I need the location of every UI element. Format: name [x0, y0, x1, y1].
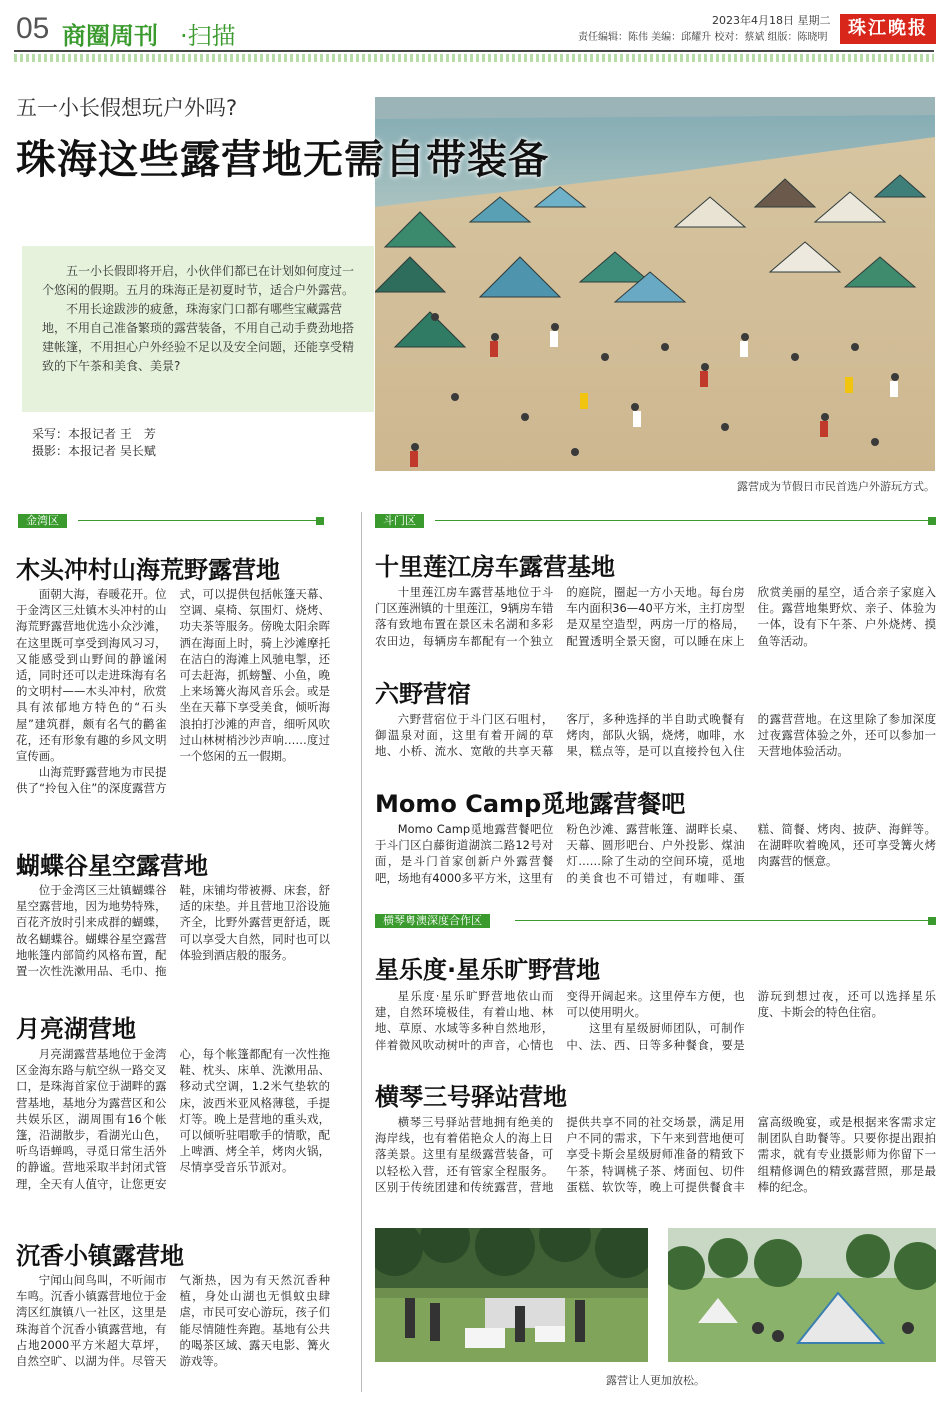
article-body-mutouchong [16, 586, 330, 822]
article-paragraph: 面朝大海，春暖花开。位于金湾区三灶镇木头冲村的山海荒野露营地优选小众沙滩，在这里既可享受到海风习习，又能感受到山野间的静谧闲适，同时还可以走进珠海有名的文明村——木头冲村，欣赏具有浓郁地方特色的“石头屋”建筑群，颇有名气的鹳雀花，还有形象有趣的乡风文明宣传画。 [16, 587, 167, 764]
region-bar-doumen [375, 514, 936, 528]
region-dot [316, 517, 324, 525]
camping-photo-right [668, 1228, 936, 1362]
article-title-chenxiang: 沉香小镇露营地 [16, 1242, 184, 1270]
headline-kicker: 五一小长假想玩户外吗? [16, 96, 238, 120]
photo-caption: 露营让人更加放松。 [606, 1374, 705, 1387]
article-body-chenxiang [16, 1272, 330, 1390]
section-name: 商圈周刊 [62, 22, 158, 50]
article-body-hengqin3 [375, 1114, 936, 1218]
main-headline: 珠海这些露营地无需自带装备 [16, 137, 549, 183]
region-tag: 金湾区 [18, 514, 67, 528]
region-bar-hengqin [375, 914, 936, 928]
newspaper-logo: 珠江晚报 [840, 14, 936, 44]
region-line [78, 520, 316, 521]
article-paragraph: 六野营宿位于斗门区石咀村，御温泉对面，这里有着开阔的草地、小桥、流水、宽敞的共享天幕客厅，多种选择的半自助式晚餐有烤肉，部队火锅，烧烤，咖啡，水果，糕点等，是可以直接拎包入住的露营营地。在这里除了参加深度过夜露营体验之外，还可以参加一天营地体验活动。 [375, 712, 936, 759]
article-title-momo: Momo Camp觅地露营餐吧 [375, 790, 686, 818]
column-divider [361, 512, 362, 1392]
article-title-liuye: 六野营宿 [375, 680, 471, 708]
region-dot [928, 917, 936, 925]
article-paragraph: 月亮湖露营基地位于金湾区金海东路与航空纵一路交叉口，是珠海首家位于湖畔的露营基地，基地分为露营区和公共娱乐区，湖周围有16个帐篷，沿湖散步，看湖光山色，听鸟语蝉鸣，寻觅日常生活外的静谧。营地采取半封闭式管理，全天有人值守，让您更安心，每个帐篷都配有一次性拖鞋、枕头、床单、洗漱用品、移动式空调，1.2米气垫软的床，波西米亚风格薄毯，手提灯等。晚上是营地的重头戏，可以倾听驻唱歌手的情歌，配上啤酒、烤全羊，烤肉火锅，尽情享受音乐节派对。 [16, 1047, 330, 1191]
region-line [435, 520, 928, 521]
intro-box [22, 246, 374, 412]
article-paragraph: 这里有星级厨师团队，可制作中、法、西、日等多种餐食，要是游玩到想过夜，还可以选择星乐度、卡斯会的特色住宿。 [566, 989, 936, 1052]
article-title-shilijiang: 十里莲江房车露营基地 [375, 553, 615, 581]
article-body-liuye [375, 711, 936, 765]
byline-photographer: 摄影：本报记者 吴长赋 [32, 444, 156, 458]
byline-writer: 采写：本报记者 王 芳 [32, 427, 156, 441]
article-paragraph: 十里莲江房车露营基地位于斗门区莲洲镇的十里莲江，9辆房车错落有致地布置在景区未名湖和多彩农田边，每辆房车都配有一个独立的庭院，圈起一方小天地。每台房车内面积36—40平方米，主打房型是双星空造型，两房一厅的格局，配置透明全景天窗，可以睡在床上欣赏美丽的星空，适合亲子家庭入住。露营地集野炊、亲子、体验为一体，设有下午茶、户外烧烤、摸鱼等活动。 [375, 585, 936, 648]
region-tag: 横琴粤澳深度合作区 [375, 914, 490, 928]
region-dot [928, 517, 936, 525]
issue-date: 2023年4月18日 星期二 [712, 14, 831, 27]
section-subname: ·扫描 [180, 22, 236, 50]
article-paragraph: Momo Camp觅地露营餐吧位于斗门区白藤街道湖滨二路12号对面，是斗门首家创新户外露营餐吧，场地有4000多平方米，这里有粉色沙滩、露营帐篷、湖畔长桌、天幕、圆形吧台、户外投影、煤油灯……除了生动的空间环境，觅地的美食也不可错过，有咖啡、蛋糕、简餐、烤肉、披萨、海鲜等。在湖畔吹着晚风，还可享受篝火烤肉露营的惬意。 [375, 822, 936, 885]
region-bar-jinwan [18, 514, 324, 528]
article-title-xinglede: 星乐度·星乐旷野营地 [375, 956, 601, 984]
article-body-momo [375, 821, 936, 891]
article-title-hengqin3: 横琴三号驿站营地 [375, 1083, 567, 1111]
intro-paragraph: 不用长途跋涉的疲惫，珠海家门口都有哪些宝藏露营地，不用自己准备繁琐的露营装备，不用自己动手费劲地搭建帐篷，不用担心户外经验不足以及安全问题，还能享受精致的下午茶和美食、美景? [42, 302, 355, 373]
region-tag: 斗门区 [375, 514, 424, 528]
article-title-moonlake: 月亮湖营地 [16, 1015, 136, 1043]
page-number: 05 [16, 12, 50, 45]
region-line [515, 920, 928, 921]
article-paragraph: 横琴三号驿站营地拥有绝美的海岸线，也有着偌艳众人的海上日落美景。这里有星级露营装备，可以轻松入营，还有管家全程服务。区别于传统团建和传统露营，营地提供共享不同的社交场景，满足用户不同的需求，下午来到营地便可享受卡斯会星级厨师准备的精致下午茶，特调桃子茶、烤面包、切件蛋糕、软饮等，晚上可提供餐食丰富高级晚宴，或是根据来客需求定制团队自助餐等。只要你提出跟拍需求，就有专业摄影师为你留下一组精修调色的精致露营照，那是最棒的纪念。 [375, 1115, 936, 1194]
article-body-moonlake [16, 1046, 330, 1214]
article-paragraph: 山海荒野露营地为市民提供了“拎包入住”的深度露营方式，可以提供包括帐篷天幕、空调、桌椅、氛围灯、烧烤、功夫茶等服务。傍晚太阳余晖洒在海面上时，骑上沙滩摩托在洁白的海滩上风驰电掣，还可去赶海，抓螃蟹、小鱼，晚上来场篝火海风音乐会。或是坐在天幕下享受美食，倾听海浪拍打沙滩的声音，细听风吹过山林树梢沙沙声响……度过一个悠闲的五一假期。 [16, 587, 330, 796]
article-body-butterfly [16, 882, 330, 984]
masthead-rule [14, 50, 934, 52]
byline [32, 426, 156, 460]
article-title-butterfly: 蝴蝶谷星空露营地 [16, 852, 208, 880]
staff-credits: 责任编辑：陈伟 美编：邱耀升 校对：蔡斌 组版：陈晓明 [578, 32, 828, 43]
article-paragraph: 星乐度·星乐旷野营地依山而建，自然环境极佳，有着山地、林地、草原、水域等多种自然地形，伴着微风吹动树叶的声音，心情也变得开阔起来。这里停车方便，也可以使用明火。 [375, 989, 745, 1052]
article-paragraph: 宁闻山间鸟叫，不听闹市车鸣。沉香小镇露营地位于金湾区红旗镇八一社区，这里是珠海首个沉香小镇露营地，有占地2000平方米超大草坪，自然空旷、以湖为伴。尽管天气渐热，因为有天然沉香种植，身处山湖也无惧蚊虫肆虐，市民可安心游玩，孩子们能尽情随性奔跑。基地有公共的喝茶区域、露天电影、篝火游戏等。 [16, 1273, 330, 1369]
intro-paragraph: 五一小长假即将开启，小伙伴们都已在计划如何度过一个悠闲的假期。五月的珠海正是初夏时节，适合户外露营。 [42, 264, 355, 297]
article-paragraph: 位于金湾区三灶镇蝴蝶谷星空露营地，因为地势特殊，百花齐放时引来成群的蝴蝶，故名蝴蝶谷。蝴蝶谷星空露营地帐篷内部简约风格布置，配置一次性洗漱用品、毛巾、拖鞋，床铺均带被褥、床套，舒适的床垫。并且营地卫浴设施齐全，比野外露营更舒适，既可以享受大自然，同时也可以体验到酒店般的服务。 [16, 883, 330, 979]
article-body-xinglede [375, 988, 936, 1058]
camping-photo-left [375, 1228, 648, 1362]
article-title-mutouchong: 木头冲村山海荒野露营地 [16, 556, 280, 584]
masthead-pattern [14, 54, 934, 62]
hero-photo-caption: 露营成为节假日市民首选户外游玩方式。 [737, 480, 935, 493]
article-body-shilijiang [375, 584, 936, 654]
